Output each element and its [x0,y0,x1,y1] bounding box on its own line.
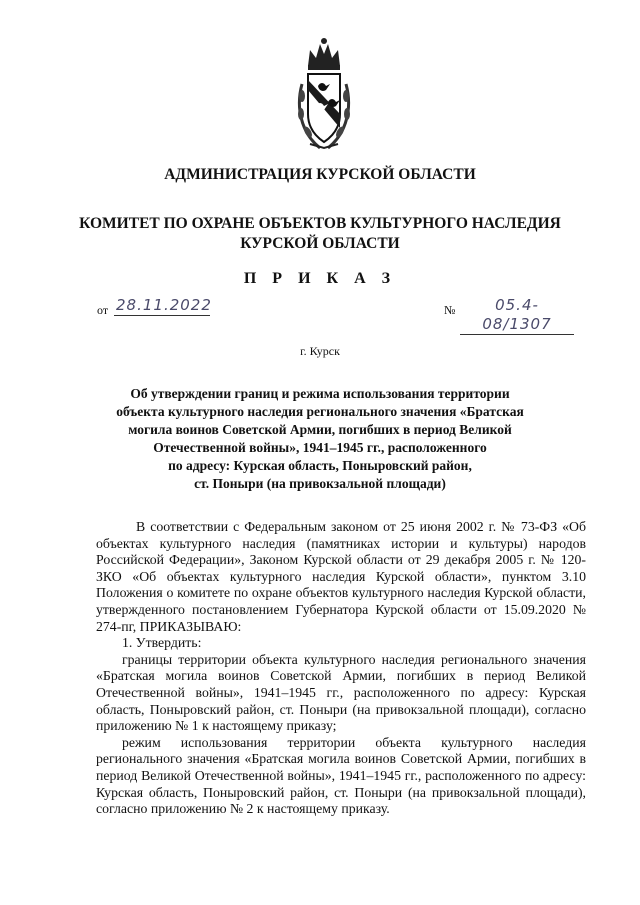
item-1-a-paragraph: границы территории объекта культурного наследия регионального значения «Братская могила воинов Советской Армии, погибших в период Великой Отечественной войны», 1941–1945 гг., расположенного по адресу: Курская область, Поныровский район, ст. Поныри (на привокзальной площади), согласно приложению № 1 к настоящему приказу; [96,651,586,734]
document-type: П Р И К А З [243,270,397,287]
preamble-paragraph: В соответствии с Федеральным законом от 25 июня 2002 г. № 73-ФЗ «Об объектах культурного наследия (памятниках истории и культуры) народов Российской Федерации», Законом Курской области от 29 декабря 2005 г. № 120-ЗКО «Об объектах культурного наследия Курской области», пунктом 3.10 Положения о комитете по охране объектов культурного наследия Курской области, утвержденного постановлением Губернатора Курской области от 15.09.2020 № 274-пг, ПРИКАЗЫВАЮ: [96,519,586,634]
date-label: от [97,303,109,317]
title-line: объекта культурного наследия регионального значения «Братская [116,404,524,419]
item-1-b-paragraph: режим использования территории объекта культурного наследия регионального значения «Братская могила воинов Советской Армии, погибших в период Великой Отечественной войны», 1941–1945 гг., расположенного по адресу: Курская область, Поныровский район, ст. Поныри (на привокзальной площади), согласно приложению № 2 к настоящему приказу. [96,734,586,817]
order-body [96,519,586,818]
committee-line-1: КОМИТЕТ ПО ОХРАНЕ ОБЪЕКТОВ КУЛЬТУРНОГО НАСЛЕДИЯ [79,215,561,232]
kursk-coat-of-arms-icon [296,36,352,154]
title-line: могила воинов Советской Армии, погибших в период Великой [128,422,512,437]
city: г. Курск [300,344,340,358]
title-line: Об утверждении границ и режима использования территории [130,386,510,401]
item-1: 1. Утвердить: [122,635,202,651]
title-line: ст. Поныри (на привокзальной площади) [194,476,446,491]
number-label: № [444,303,456,317]
date-value: 28.11.2022 [116,296,212,314]
committee-name [60,214,580,254]
organization-name: АДМИНИСТРАЦИЯ КУРСКОЙ ОБЛАСТИ [164,166,476,183]
order-title [100,385,540,493]
title-line: Отечественной войны», 1941–1945 гг., расположенного [153,440,487,455]
document-number: 05.4-08/1307 [460,296,574,335]
committee-line-2: КУРСКОЙ ОБЛАСТИ [240,235,400,252]
title-line: по адресу: Курская область, Поныровский район, [168,458,472,473]
